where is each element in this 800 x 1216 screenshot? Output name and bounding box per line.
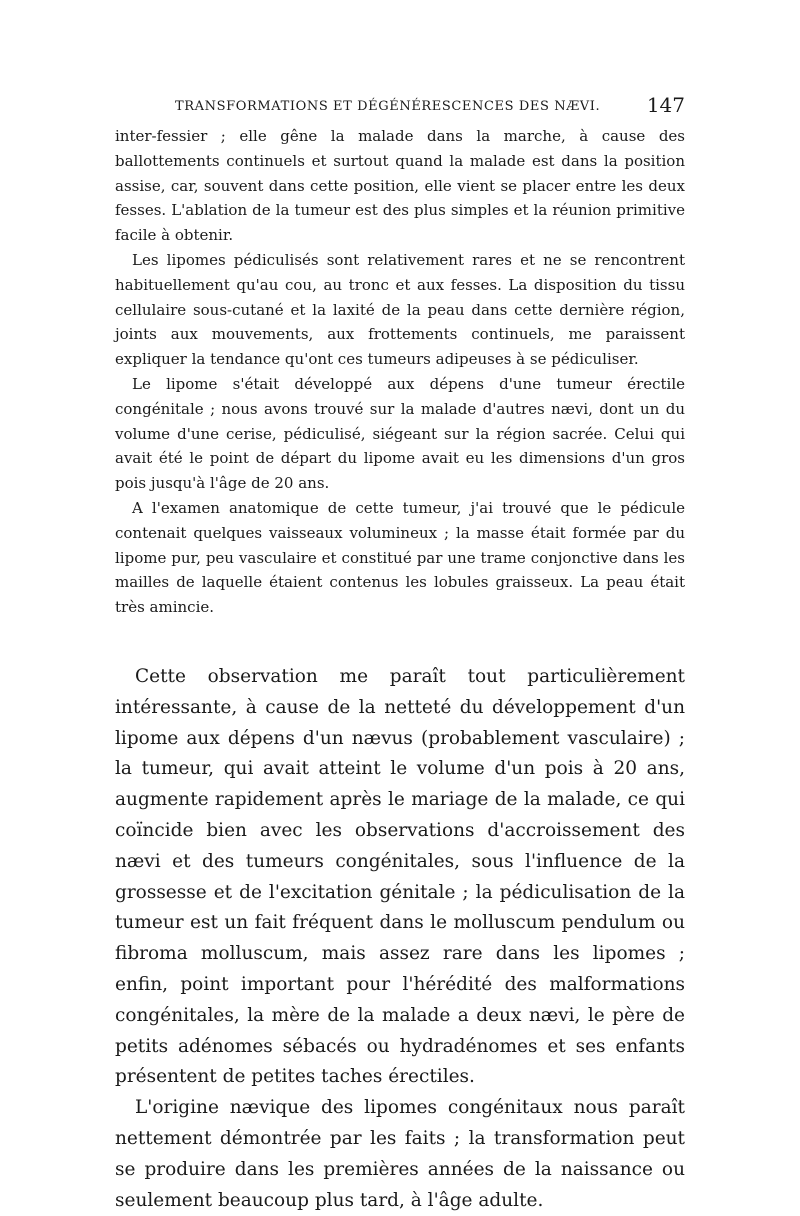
paragraph: Les lipomes pédiculisés sont relativement rares et ne se rencontrent habituellement qu'au cou, au tronc et aux fesses. La disposition du tissu cellulaire sous-cutané et la laxité de la peau dans cette dernière région, joints aux mouvements, aux frottements continuels, me paraissent expliquer la tendance qu'ont ces tumeurs adipeuses à se pédiculiser.: [115, 250, 685, 369]
paragraph: Le lipome s'était développé aux dépens d'une tumeur érectile congénitale ; nous avons trouvé sur la malade d'autres nævi, dont un du volume d'une cerise, pédiculisé, siégeant sur la région sacrée. Celui qui avait été le point de départ du lipome avait eu les dimensions d'un gros pois jusqu'à l'âge de 20 ans.: [115, 374, 685, 493]
running-head: TRANSFORMATIONS ET DÉGÉNÉRESCENCES DES NÆVI.: [175, 99, 601, 114]
paragraph: L'origine nævique des lipomes congénitaux nous paraît nettement démontrée par les faits ; la transformation peut se produire dans les premières années de la naissance ou seulement beaucoup plus tard, à l'âge adulte.: [115, 1097, 685, 1211]
commentary-text: [115, 662, 685, 1216]
paragraph: Cette observation me paraît tout particulièrement intéressante, à cause de la netteté du développement d'un lipome aux dépens d'un nævus (probablement vasculaire) ; la tumeur, qui avait atteint le volume d'un pois à 20 ans, augmente rapidement après le mariage de la malade, ce qui coïncide bien avec les observations d'accroissement des nævi et des tumeurs congénitales, sous l'influence de la grossesse et de l'excitation génitale ; la pédiculisation de la tumeur est un fait fréquent dans le molluscum pendulum ou fibroma molluscum, mais assez rare dans les lipomes ; enfin, point important pour l'hérédité des malformations congénitales, la mère de la malade a deux nævi, le père de petits adénomes sébacés ou hydradénomes et ses enfants présentent de petites taches érectiles.: [115, 666, 685, 1088]
page-number: 147: [646, 93, 685, 117]
page-header: [115, 93, 685, 123]
paragraph: A l'examen anatomique de cette tumeur, j'ai trouvé que le pédicule contenait quelques vaisseaux volumineux ; la masse était formée par du lipome pur, peu vasculaire et constitué par une trame conjonctive dans les mailles de laquelle étaient contenus les lobules graisseux. La peau était très amincie.: [115, 498, 685, 617]
case-report-text: [115, 124, 685, 620]
paragraph: inter-fessier ; elle gêne la malade dans la marche, à cause des ballottements continuels et surtout quand la malade est dans la position assise, car, souvent dans cette position, elle vient se placer entre les deux fesses. L'ablation de la tumeur est des plus simples et la réunion primitive facile à obtenir.: [115, 127, 685, 245]
